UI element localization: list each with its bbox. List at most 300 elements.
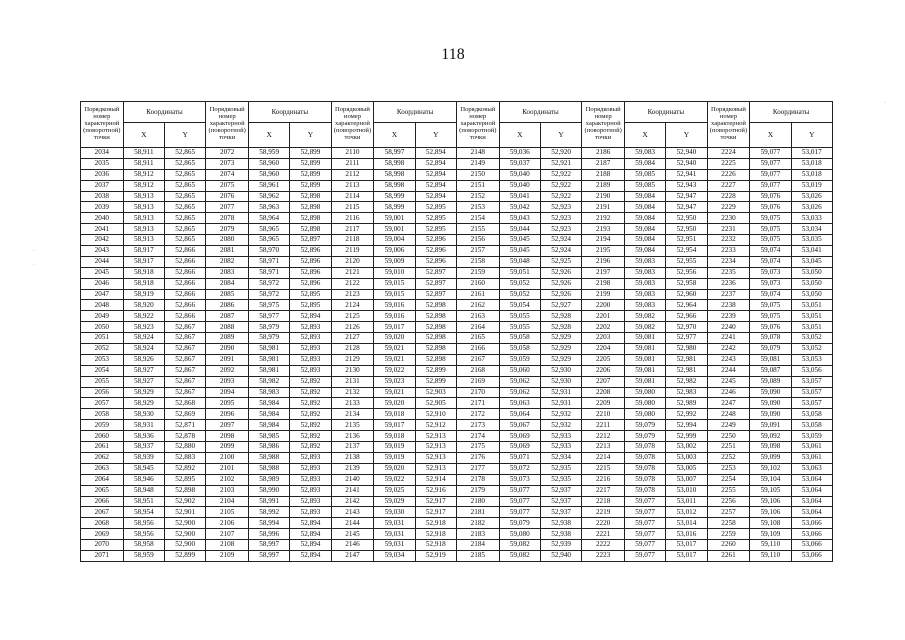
cell-y-value: 52,892	[290, 387, 331, 398]
cell-y-value: 52,929	[540, 333, 581, 344]
cell-point-number: 2146	[331, 540, 374, 551]
table-row	[81, 420, 833, 431]
cell-x-value: 59,019	[374, 452, 415, 463]
cell-point-number: 2241	[707, 333, 750, 344]
cell-point-number: 2104	[206, 496, 249, 507]
cell-point-number: 2101	[206, 463, 249, 474]
table-row	[81, 322, 833, 333]
cell-point-number: 2227	[707, 180, 750, 191]
cell-x-value: 58,984	[248, 398, 289, 409]
cell-x-value: 59,074	[750, 289, 791, 300]
cell-y-value: 52,950	[666, 224, 707, 235]
header-x: X	[499, 123, 540, 148]
cell-point-number: 2075	[206, 180, 249, 191]
cell-x-value: 58,911	[123, 148, 164, 159]
cell-y-value: 53,026	[791, 202, 832, 213]
coordinates-table	[80, 101, 833, 562]
cell-point-number: 2057	[81, 398, 124, 409]
cell-point-number: 2063	[81, 463, 124, 474]
cell-point-number: 2164	[456, 322, 499, 333]
cell-point-number: 2260	[707, 540, 750, 551]
cell-y-value: 52,867	[164, 322, 205, 333]
cell-point-number: 2143	[331, 507, 374, 518]
cell-x-value: 58,951	[123, 496, 164, 507]
cell-y-value: 52,902	[164, 496, 205, 507]
cell-x-value: 59,077	[750, 148, 791, 159]
cell-x-value: 58,924	[123, 344, 164, 355]
cell-x-value: 59,074	[750, 256, 791, 267]
cell-x-value: 59,084	[624, 202, 665, 213]
cell-y-value: 52,940	[666, 158, 707, 169]
cell-y-value: 53,064	[791, 474, 832, 485]
cell-x-value: 59,063	[499, 398, 540, 409]
cell-x-value: 58,977	[248, 311, 289, 322]
cell-y-value: 52,918	[415, 518, 456, 529]
cell-x-value: 59,022	[374, 474, 415, 485]
cell-y-value: 52,897	[415, 278, 456, 289]
cell-x-value: 59,031	[374, 518, 415, 529]
cell-x-value: 58,929	[123, 387, 164, 398]
cell-point-number: 2216	[582, 474, 625, 485]
cell-x-value: 59,072	[499, 463, 540, 474]
cell-y-value: 52,937	[540, 496, 581, 507]
cell-y-value: 53,051	[791, 322, 832, 333]
cell-y-value: 52,866	[164, 256, 205, 267]
cell-point-number: 2163	[456, 311, 499, 322]
cell-point-number: 2160	[456, 278, 499, 289]
cell-x-value: 59,081	[624, 344, 665, 355]
cell-point-number: 2038	[81, 191, 124, 202]
cell-y-value: 52,923	[540, 213, 581, 224]
cell-x-value: 59,042	[499, 202, 540, 213]
cell-x-value: 58,996	[248, 529, 289, 540]
cell-x-value: 59,009	[374, 256, 415, 267]
cell-point-number: 2060	[81, 431, 124, 442]
cell-y-value: 52,923	[540, 224, 581, 235]
header-point-number: Порядковый номер характерной (поворотной) точки	[206, 102, 249, 148]
cell-y-value: 52,954	[666, 246, 707, 257]
cell-point-number: 2228	[707, 191, 750, 202]
cell-y-value: 52,926	[540, 267, 581, 278]
cell-y-value: 53,050	[791, 267, 832, 278]
cell-point-number: 2162	[456, 300, 499, 311]
cell-y-value: 52,866	[164, 289, 205, 300]
cell-x-value: 59,001	[374, 213, 415, 224]
cell-point-number: 2111	[331, 158, 374, 169]
cell-x-value: 59,077	[624, 540, 665, 551]
scan-mark: ·	[33, 248, 35, 254]
cell-y-value: 52,898	[415, 300, 456, 311]
cell-x-value: 59,089	[750, 376, 791, 387]
cell-point-number: 2084	[206, 278, 249, 289]
cell-x-value: 58,964	[248, 213, 289, 224]
cell-y-value: 52,933	[540, 431, 581, 442]
cell-x-value: 59,029	[374, 496, 415, 507]
cell-x-value: 58,958	[123, 540, 164, 551]
cell-y-value: 53,063	[791, 463, 832, 474]
table-row	[81, 224, 833, 235]
cell-y-value: 52,940	[666, 148, 707, 159]
cell-y-value: 52,970	[666, 322, 707, 333]
cell-y-value: 52,922	[540, 180, 581, 191]
cell-y-value: 52,923	[540, 202, 581, 213]
cell-y-value: 52,898	[415, 311, 456, 322]
cell-point-number: 2077	[206, 202, 249, 213]
header-y: Y	[290, 123, 331, 148]
cell-y-value: 52,865	[164, 213, 205, 224]
cell-x-value: 58,998	[374, 180, 415, 191]
cell-y-value: 53,061	[791, 452, 832, 463]
cell-y-value: 52,943	[666, 180, 707, 191]
cell-point-number: 2233	[707, 246, 750, 257]
cell-y-value: 52,898	[290, 202, 331, 213]
cell-x-value: 59,019	[374, 442, 415, 453]
cell-y-value: 52,922	[540, 169, 581, 180]
cell-point-number: 2096	[206, 409, 249, 420]
header-coordinates: Координаты	[499, 102, 582, 123]
cell-x-value: 59,052	[499, 289, 540, 300]
cell-y-value: 52,930	[540, 376, 581, 387]
cell-y-value: 52,898	[415, 322, 456, 333]
cell-x-value: 59,083	[624, 267, 665, 278]
cell-y-value: 52,900	[164, 529, 205, 540]
cell-point-number: 2052	[81, 344, 124, 355]
cell-x-value: 59,075	[750, 311, 791, 322]
cell-point-number: 2058	[81, 409, 124, 420]
cell-point-number: 2154	[456, 213, 499, 224]
cell-point-number: 2166	[456, 344, 499, 355]
cell-point-number: 2153	[456, 202, 499, 213]
cell-y-value: 52,895	[290, 300, 331, 311]
cell-point-number: 2237	[707, 289, 750, 300]
cell-x-value: 59,085	[624, 169, 665, 180]
cell-point-number: 2044	[81, 256, 124, 267]
cell-point-number: 2247	[707, 398, 750, 409]
cell-y-value: 52,897	[290, 235, 331, 246]
cell-y-value: 53,057	[791, 387, 832, 398]
cell-point-number: 2229	[707, 202, 750, 213]
cell-x-value: 58,918	[123, 278, 164, 289]
cell-x-value: 59,110	[750, 540, 791, 551]
cell-y-value: 53,052	[791, 333, 832, 344]
header-y: Y	[415, 123, 456, 148]
cell-y-value: 52,982	[666, 376, 707, 387]
cell-y-value: 52,894	[290, 311, 331, 322]
cell-x-value: 59,108	[750, 518, 791, 529]
cell-x-value: 59,082	[624, 311, 665, 322]
cell-x-value: 59,018	[374, 409, 415, 420]
cell-y-value: 52,917	[415, 496, 456, 507]
cell-point-number: 2086	[206, 300, 249, 311]
cell-x-value: 59,078	[624, 463, 665, 474]
cell-y-value: 52,919	[415, 550, 456, 561]
cell-point-number: 2089	[206, 333, 249, 344]
cell-x-value: 59,099	[750, 452, 791, 463]
cell-x-value: 59,082	[499, 540, 540, 551]
cell-point-number: 2112	[331, 169, 374, 180]
cell-y-value: 52,913	[415, 463, 456, 474]
cell-y-value: 52,966	[666, 311, 707, 322]
cell-y-value: 52,899	[415, 376, 456, 387]
cell-y-value: 52,896	[415, 235, 456, 246]
cell-y-value: 53,058	[791, 420, 832, 431]
cell-x-value: 59,104	[750, 474, 791, 485]
cell-point-number: 2180	[456, 496, 499, 507]
cell-point-number: 2190	[582, 191, 625, 202]
cell-y-value: 52,899	[415, 365, 456, 376]
cell-x-value: 59,077	[624, 550, 665, 561]
cell-point-number: 2212	[582, 431, 625, 442]
cell-y-value: 52,892	[290, 398, 331, 409]
cell-point-number: 2095	[206, 398, 249, 409]
cell-point-number: 2236	[707, 278, 750, 289]
cell-point-number: 2078	[206, 213, 249, 224]
cell-y-value: 53,017	[666, 550, 707, 561]
cell-point-number: 2046	[81, 278, 124, 289]
cell-x-value: 58,927	[123, 365, 164, 376]
cell-x-value: 59,018	[374, 431, 415, 442]
cell-y-value: 52,865	[164, 191, 205, 202]
cell-x-value: 59,059	[499, 354, 540, 365]
cell-point-number: 2234	[707, 256, 750, 267]
cell-y-value: 53,066	[791, 540, 832, 551]
cell-point-number: 2054	[81, 365, 124, 376]
cell-point-number: 2199	[582, 289, 625, 300]
cell-point-number: 2042	[81, 235, 124, 246]
cell-y-value: 52,898	[290, 191, 331, 202]
cell-x-value: 59,079	[624, 420, 665, 431]
cell-x-value: 59,084	[624, 213, 665, 224]
cell-y-value: 52,938	[540, 518, 581, 529]
cell-point-number: 2121	[331, 267, 374, 278]
cell-x-value: 58,997	[248, 540, 289, 551]
cell-x-value: 59,098	[750, 442, 791, 453]
cell-point-number: 2179	[456, 485, 499, 496]
cell-point-number: 2080	[206, 235, 249, 246]
cell-point-number: 2230	[707, 213, 750, 224]
cell-y-value: 52,894	[415, 180, 456, 191]
cell-x-value: 59,010	[374, 267, 415, 278]
cell-point-number: 2097	[206, 420, 249, 431]
cell-point-number: 2100	[206, 452, 249, 463]
cell-x-value: 58,961	[248, 180, 289, 191]
cell-x-value: 58,970	[248, 246, 289, 257]
cell-point-number: 2092	[206, 365, 249, 376]
cell-x-value: 59,105	[750, 485, 791, 496]
cell-y-value: 52,893	[290, 507, 331, 518]
table-row	[81, 442, 833, 453]
cell-point-number: 2205	[582, 354, 625, 365]
cell-y-value: 53,033	[791, 213, 832, 224]
cell-x-value: 59,062	[499, 376, 540, 387]
cell-x-value: 58,992	[248, 507, 289, 518]
cell-y-value: 52,903	[415, 387, 456, 398]
cell-x-value: 58,911	[123, 158, 164, 169]
cell-point-number: 2125	[331, 311, 374, 322]
cell-x-value: 59,074	[750, 246, 791, 257]
cell-y-value: 52,938	[540, 529, 581, 540]
cell-x-value: 59,020	[374, 463, 415, 474]
cell-y-value: 52,931	[540, 398, 581, 409]
cell-y-value: 52,899	[290, 158, 331, 169]
cell-x-value: 58,936	[123, 431, 164, 442]
cell-x-value: 59,078	[750, 333, 791, 344]
cell-point-number: 2088	[206, 322, 249, 333]
cell-y-value: 52,898	[290, 224, 331, 235]
cell-y-value: 52,981	[666, 354, 707, 365]
cell-y-value: 52,867	[164, 344, 205, 355]
cell-x-value: 59,079	[499, 518, 540, 529]
cell-point-number: 2159	[456, 267, 499, 278]
cell-point-number: 2242	[707, 344, 750, 355]
cell-x-value: 59,082	[624, 322, 665, 333]
cell-y-value: 52,937	[540, 507, 581, 518]
cell-point-number: 2161	[456, 289, 499, 300]
cell-point-number: 2187	[582, 158, 625, 169]
cell-x-value: 59,081	[750, 354, 791, 365]
header-x: X	[374, 123, 415, 148]
cell-point-number: 2165	[456, 333, 499, 344]
cell-point-number: 2048	[81, 300, 124, 311]
cell-y-value: 53,018	[791, 158, 832, 169]
cell-point-number: 2201	[582, 311, 625, 322]
cell-point-number: 2120	[331, 256, 374, 267]
cell-x-value: 59,043	[499, 213, 540, 224]
cell-point-number: 2250	[707, 431, 750, 442]
cell-point-number: 2076	[206, 191, 249, 202]
cell-point-number: 2126	[331, 322, 374, 333]
header-y: Y	[666, 123, 707, 148]
cell-x-value: 59,077	[499, 507, 540, 518]
cell-x-value: 59,084	[624, 246, 665, 257]
cell-x-value: 58,927	[123, 376, 164, 387]
cell-point-number: 2040	[81, 213, 124, 224]
cell-point-number: 2069	[81, 529, 124, 540]
cell-x-value: 59,015	[374, 278, 415, 289]
cell-point-number: 2193	[582, 224, 625, 235]
cell-x-value: 59,077	[499, 496, 540, 507]
cell-point-number: 2114	[331, 191, 374, 202]
cell-point-number: 2259	[707, 529, 750, 540]
cell-y-value: 52,896	[415, 256, 456, 267]
table-row	[81, 256, 833, 267]
cell-x-value: 59,079	[624, 431, 665, 442]
cell-point-number: 2098	[206, 431, 249, 442]
cell-y-value: 52,896	[290, 267, 331, 278]
cell-y-value: 53,066	[791, 529, 832, 540]
cell-point-number: 2258	[707, 518, 750, 529]
table-row	[81, 529, 833, 540]
cell-point-number: 2232	[707, 235, 750, 246]
cell-x-value: 59,021	[374, 344, 415, 355]
cell-point-number: 2117	[331, 224, 374, 235]
cell-x-value: 58,986	[248, 442, 289, 453]
cell-x-value: 59,051	[499, 267, 540, 278]
cell-point-number: 2081	[206, 246, 249, 257]
cell-y-value: 52,892	[290, 409, 331, 420]
scan-mark: ·	[884, 100, 886, 106]
cell-point-number: 2055	[81, 376, 124, 387]
cell-point-number: 2182	[456, 518, 499, 529]
cell-y-value: 52,900	[164, 518, 205, 529]
cell-y-value: 52,865	[164, 148, 205, 159]
cell-y-value: 52,866	[164, 278, 205, 289]
cell-x-value: 59,077	[750, 180, 791, 191]
scan-mark: ·	[33, 262, 35, 268]
cell-x-value: 59,080	[624, 409, 665, 420]
cell-y-value: 53,010	[666, 485, 707, 496]
cell-point-number: 2200	[582, 300, 625, 311]
cell-y-value: 53,059	[791, 431, 832, 442]
cell-point-number: 2066	[81, 496, 124, 507]
cell-y-value: 52,989	[666, 398, 707, 409]
cell-y-value: 52,894	[290, 550, 331, 561]
cell-x-value: 59,087	[750, 365, 791, 376]
cell-y-value: 52,883	[164, 452, 205, 463]
cell-point-number: 2072	[206, 148, 249, 159]
cell-y-value: 52,866	[164, 267, 205, 278]
cell-x-value: 59,083	[624, 278, 665, 289]
cell-point-number: 2138	[331, 452, 374, 463]
cell-y-value: 53,005	[666, 463, 707, 474]
cell-x-value: 58,956	[123, 529, 164, 540]
cell-x-value: 59,083	[624, 256, 665, 267]
cell-y-value: 53,064	[791, 485, 832, 496]
cell-point-number: 2144	[331, 518, 374, 529]
cell-point-number: 2206	[582, 365, 625, 376]
cell-y-value: 52,977	[666, 333, 707, 344]
cell-y-value: 52,960	[666, 289, 707, 300]
cell-x-value: 59,081	[624, 333, 665, 344]
cell-point-number: 2110	[331, 148, 374, 159]
cell-point-number: 2175	[456, 442, 499, 453]
cell-y-value: 52,999	[666, 431, 707, 442]
cell-x-value: 59,083	[624, 300, 665, 311]
cell-x-value: 59,083	[624, 289, 665, 300]
cell-x-value: 59,020	[374, 333, 415, 344]
cell-point-number: 2174	[456, 431, 499, 442]
table-row	[81, 311, 833, 322]
cell-x-value: 59,044	[499, 224, 540, 235]
cell-x-value: 59,052	[499, 278, 540, 289]
cell-x-value: 59,075	[750, 300, 791, 311]
cell-y-value: 52,865	[164, 158, 205, 169]
cell-x-value: 59,078	[624, 474, 665, 485]
cell-y-value: 53,016	[666, 529, 707, 540]
cell-y-value: 52,867	[164, 376, 205, 387]
cell-y-value: 53,050	[791, 278, 832, 289]
cell-point-number: 2172	[456, 409, 499, 420]
cell-x-value: 58,971	[248, 267, 289, 278]
cell-y-value: 52,947	[666, 202, 707, 213]
cell-point-number: 2231	[707, 224, 750, 235]
cell-y-value: 52,958	[666, 278, 707, 289]
cell-point-number: 2102	[206, 474, 249, 485]
cell-y-value: 52,927	[540, 300, 581, 311]
cell-y-value: 52,922	[540, 191, 581, 202]
cell-x-value: 59,017	[374, 420, 415, 431]
table-row	[81, 409, 833, 420]
cell-x-value: 58,917	[123, 246, 164, 257]
cell-x-value: 59,071	[499, 452, 540, 463]
cell-x-value: 58,988	[248, 463, 289, 474]
header-point-number: Порядковый номер характерной (поворотной) точки	[707, 102, 750, 148]
header-coordinates: Координаты	[624, 102, 707, 123]
cell-point-number: 2191	[582, 202, 625, 213]
cell-point-number: 2255	[707, 485, 750, 496]
cell-y-value: 52,955	[666, 256, 707, 267]
cell-point-number: 2186	[582, 148, 625, 159]
